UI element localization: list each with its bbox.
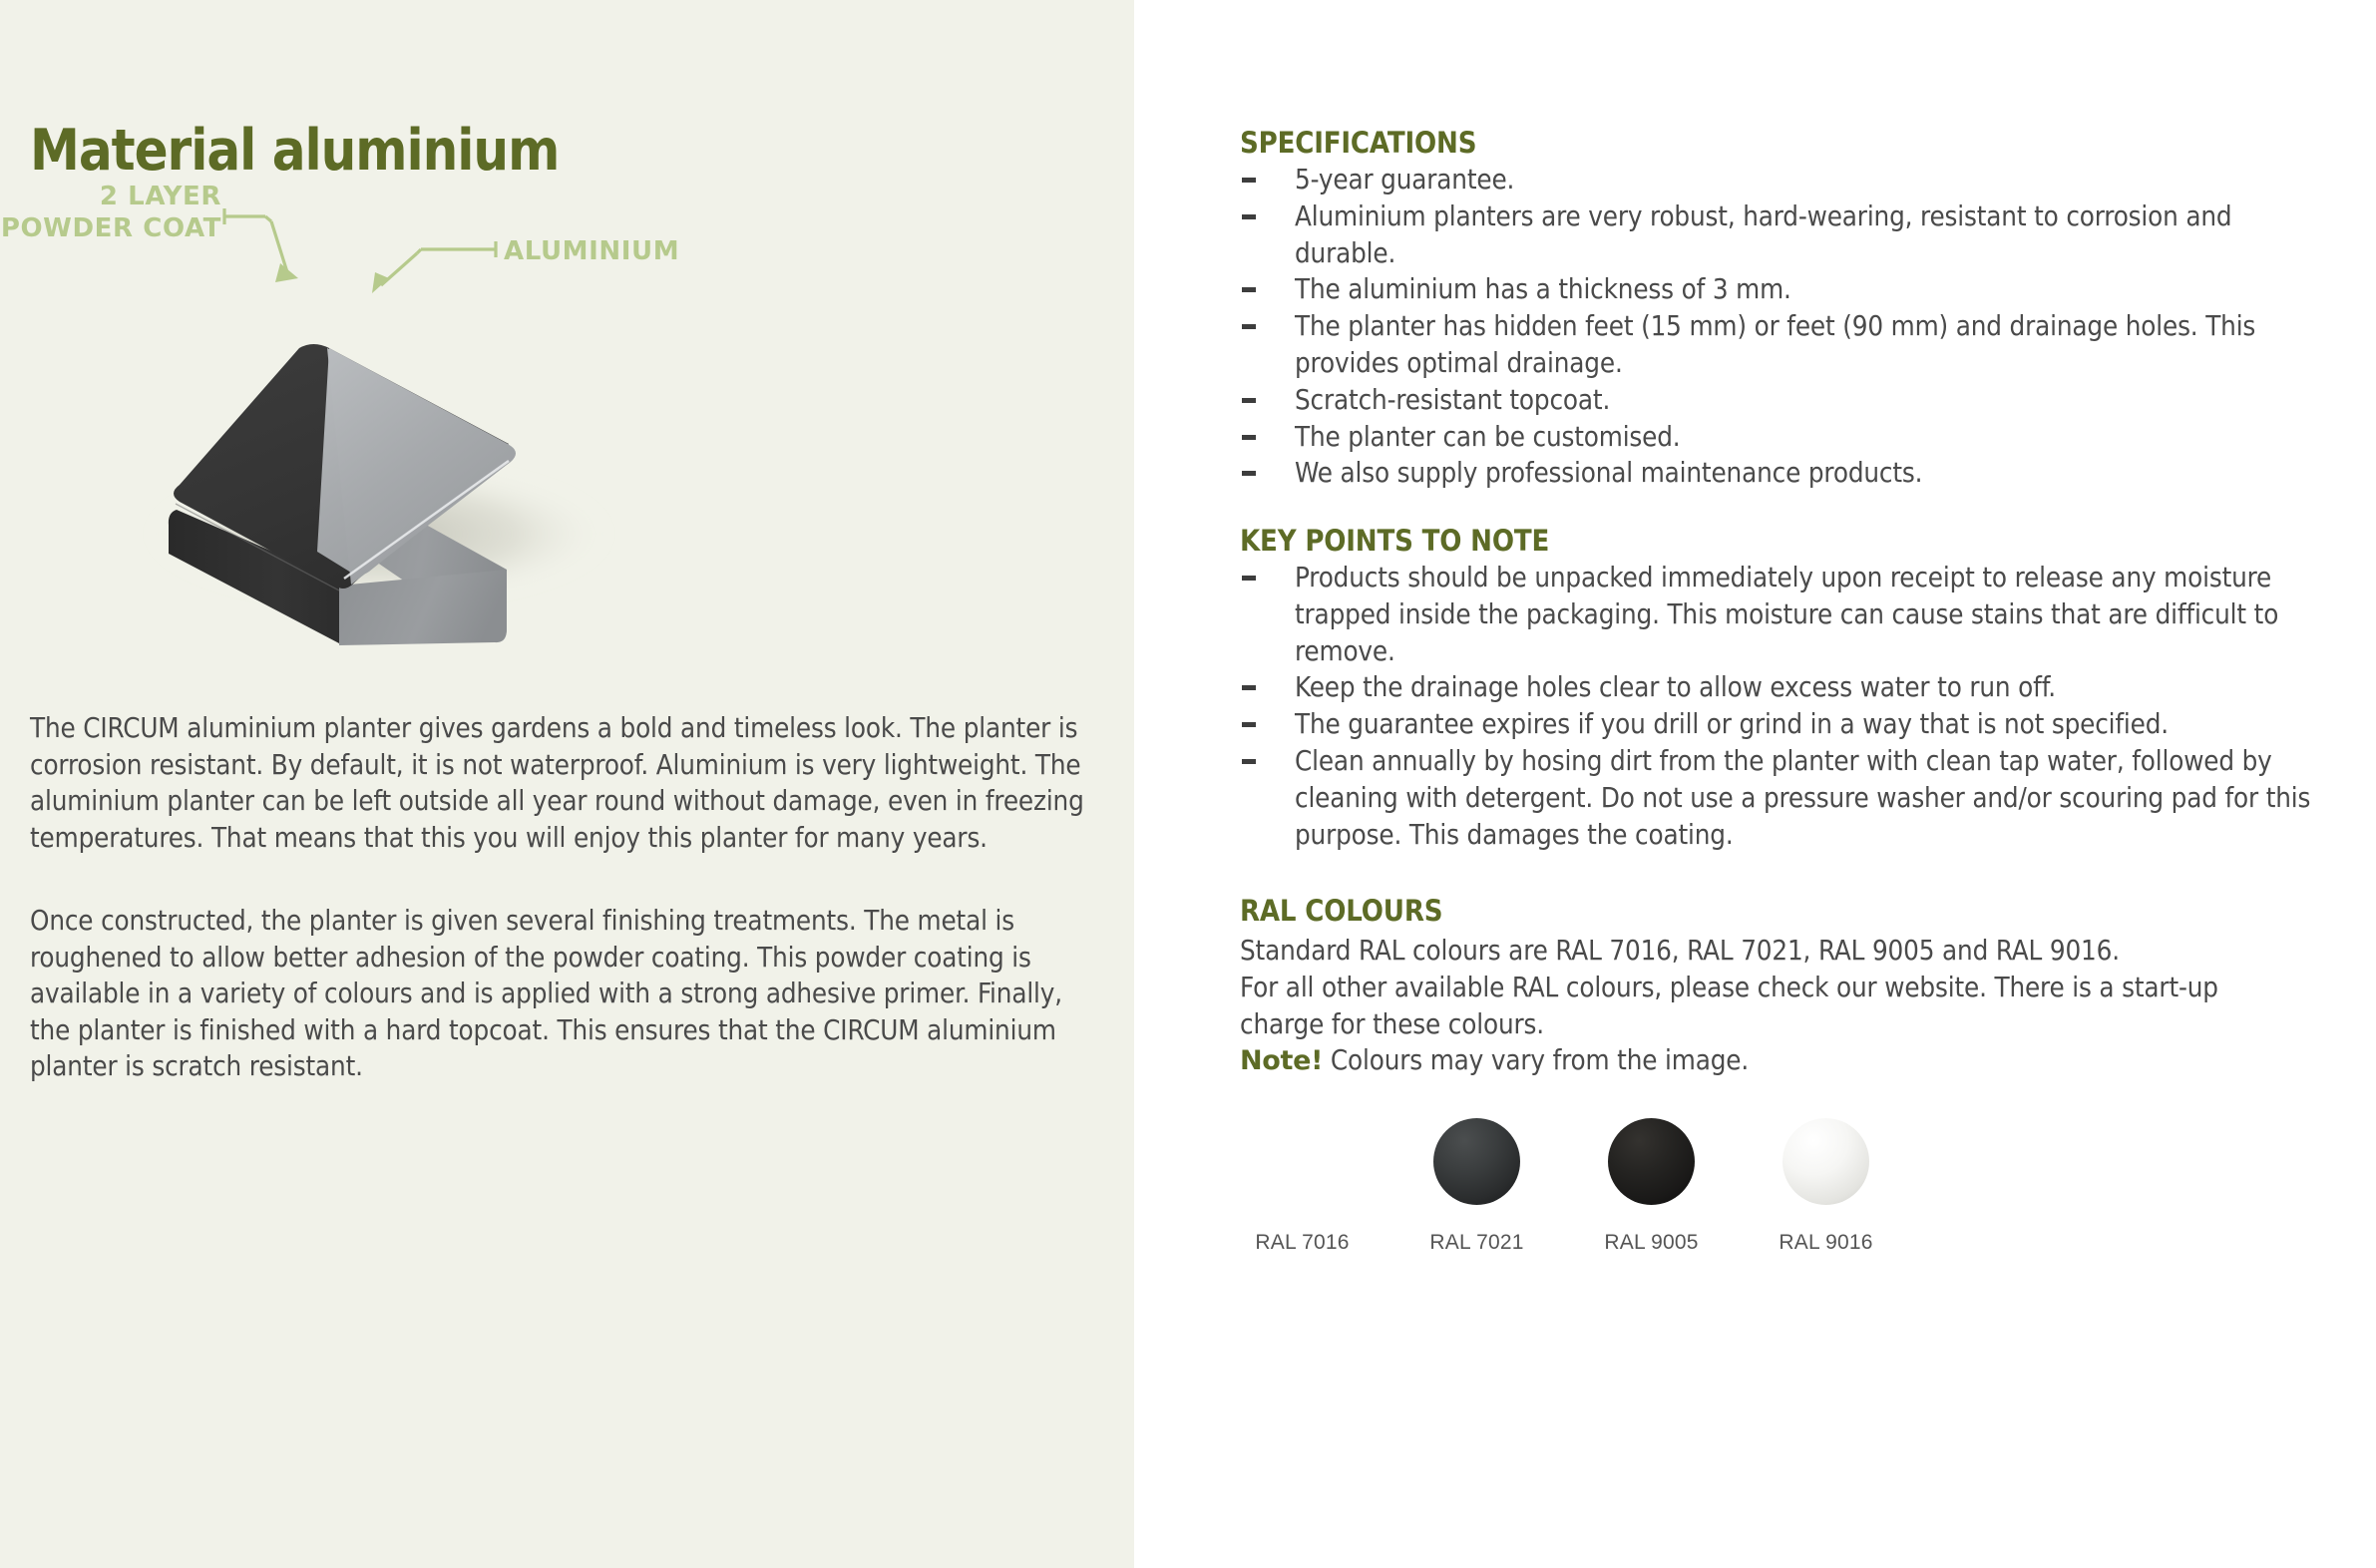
note-text: Colours may vary from the image. (1330, 1044, 1750, 1077)
list-item (1242, 198, 2329, 272)
list-item-text: The planter has hidden feet (15 mm) or feet (90 mm) and drainage holes. This provides optimal drainage. (1295, 310, 2256, 379)
list-item-text: The planter can be customised. (1295, 420, 1681, 453)
left-panel (0, 0, 1134, 1568)
list-item (1242, 162, 2329, 198)
swatch-sphere (1259, 1118, 1346, 1205)
ral-note-line (1240, 1042, 2297, 1080)
label-aluminium: ALUMINIUM (504, 236, 680, 266)
key-points-heading: KEY POINTS TO NOTE (1240, 524, 1550, 558)
list-item (1242, 382, 2329, 419)
swatch-ral-9005 (1564, 1118, 1739, 1255)
key-points-list (1242, 560, 2329, 853)
list-item-text: We also supply professional maintenance products. (1295, 457, 1923, 490)
label-powder-coat-line1: 2 LAYER (99, 182, 221, 211)
list-item (1242, 271, 2329, 308)
label-powder-coat-line2: POWDER COAT (0, 213, 221, 243)
dash-bullet-icon (1242, 287, 1256, 292)
ral-standard-line: Standard RAL colours are RAL 7016, RAL 7021, RAL 9005 and RAL 9016. (1240, 935, 2120, 967)
dash-bullet-icon (1242, 722, 1256, 727)
dash-bullet-icon (1242, 214, 1256, 219)
list-item (1242, 308, 2329, 382)
dash-bullet-icon (1242, 576, 1256, 581)
dash-bullet-icon (1242, 685, 1256, 690)
list-item-text: The aluminium has a thickness of 3 mm. (1295, 273, 1791, 306)
specifications-list (1242, 162, 2329, 492)
list-item (1242, 743, 2329, 853)
aluminium-leader (381, 241, 496, 285)
dash-bullet-icon (1242, 178, 1256, 183)
right-column (1240, 0, 2337, 1568)
swatch-ral-9016 (1739, 1118, 1913, 1255)
list-item-text: 5-year guarantee. (1295, 164, 1515, 196)
dash-bullet-icon (1242, 471, 1256, 476)
list-item-text: Products should be unpacked immediately upon receipt to release any moisture trapped inside the packaging. This moisture can cause stains that are difficult to remove. (1295, 562, 2279, 667)
ral-colours-text-block (1240, 933, 2297, 1080)
ral-swatch-row (1215, 1118, 1913, 1255)
page-title: Material aluminium (30, 118, 560, 184)
list-item-text: Clean annually by hosing dirt from the planter with clean tap water, followed by cleaning with detergent. Do not use a pressure washer and/or scouring pad for this purpose. This damages the coating. (1295, 744, 2311, 851)
swatch-label: RAL 9016 (1779, 1231, 1873, 1254)
swatch-label: RAL 7016 (1255, 1231, 1350, 1254)
list-item (1242, 455, 2329, 492)
intro-paragraph-2: Once constructed, the planter is given several finishing treatments. The metal is roughened to allow better adhesion of the powder coating. This powder coating is available in a variety of colours and is applied with a strong adhesive primer. Finally, the planter is finished with a hard topcoat. This ensures that the CIRCUM aluminium planter is scratch resistant. (30, 905, 1062, 1082)
list-item (1242, 669, 2329, 706)
ral-colours-heading: RAL COLOURS (1240, 894, 1443, 928)
swatch-sphere (1433, 1118, 1520, 1205)
list-item (1242, 706, 2329, 743)
note-label: Note! (1240, 1045, 1324, 1077)
planter-material-diagram (0, 182, 997, 653)
dash-bullet-icon (1242, 759, 1256, 764)
swatch-label: RAL 9005 (1604, 1231, 1699, 1254)
swatch-ral-7021 (1389, 1118, 1564, 1255)
list-item (1242, 419, 2329, 456)
list-item-text: Aluminium planters are very robust, hard-wearing, resistant to corrosion and durable. (1295, 199, 2232, 269)
dash-bullet-icon (1242, 398, 1256, 403)
swatch-sphere (1608, 1118, 1695, 1205)
swatch-sphere (1782, 1118, 1869, 1205)
list-item-text: Scratch-resistant topcoat. (1295, 383, 1611, 416)
intro-paragraph-1: The CIRCUM aluminium planter gives gardens a bold and timeless look. The planter is corrosion resistant. By default, it is not waterproof. Aluminium is very lightweight. The aluminium planter can be left outside all year round without damage, even in freezing temperatures. That means that this you will enjoy this planter for many years. (30, 712, 1084, 854)
list-item (1242, 560, 2329, 669)
aluminium-arrowhead (372, 272, 389, 293)
list-item-text: Keep the drainage holes clear to allow excess water to run off. (1295, 671, 2056, 704)
specifications-heading: SPECIFICATIONS (1240, 126, 1477, 160)
swatch-label: RAL 7021 (1429, 1231, 1524, 1254)
dash-bullet-icon (1242, 435, 1256, 440)
list-item-text: The guarantee expires if you drill or grind in a way that is not specified. (1295, 708, 2170, 741)
dash-bullet-icon (1242, 324, 1256, 329)
powdercoat-leader (224, 208, 287, 272)
swatch-ral-7016 (1215, 1118, 1389, 1255)
ral-other-line: For all other available RAL colours, please check our website. There is a start-up charge for these colours. (1240, 971, 2218, 1040)
